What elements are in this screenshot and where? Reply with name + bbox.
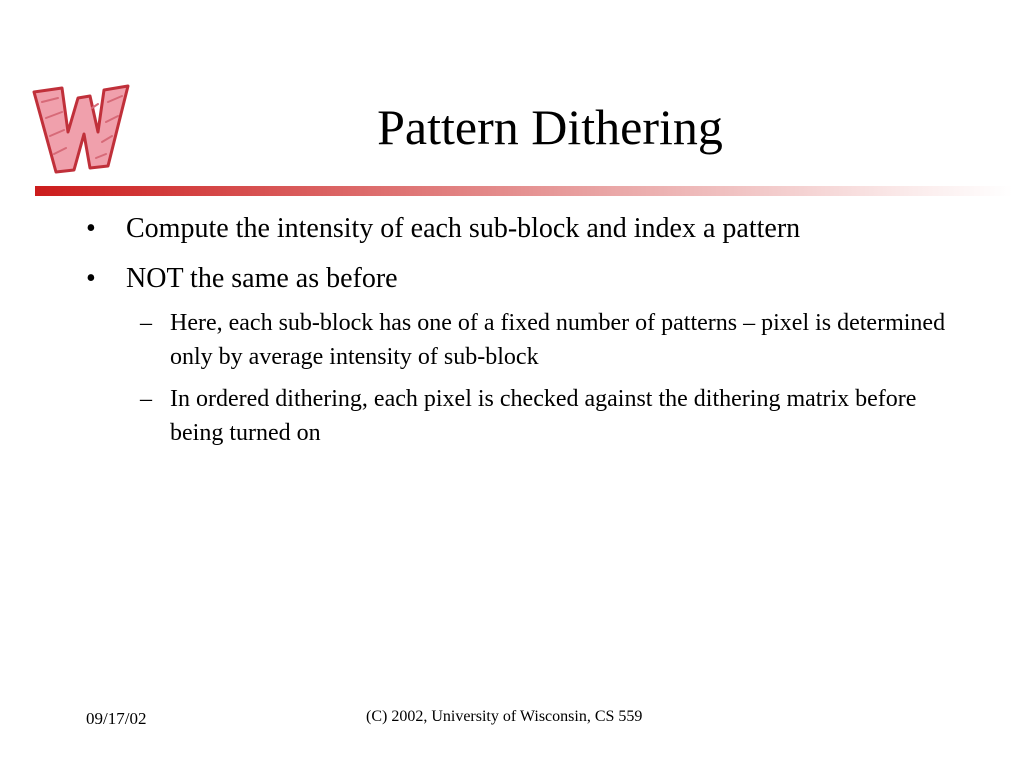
university-w-logo — [28, 78, 132, 178]
sub-bullet-text: In ordered dithering, each pixel is checked against the dithering matrix before being turned on — [170, 386, 917, 446]
bullet-text: NOT the same as before — [126, 263, 398, 294]
bullet-marker: • — [86, 263, 96, 294]
bullet-marker: • — [86, 213, 96, 244]
slide-title: Pattern Dithering — [377, 99, 723, 155]
sub-bullet-item — [86, 382, 960, 450]
bullet-item — [86, 212, 986, 246]
sub-bullet-text: Here, each sub-block has one of a fixed number of patterns – pixel is determined only by average intensity of sub-block — [170, 310, 946, 370]
sub-bullet-item — [86, 306, 960, 374]
sub-bullet-marker: – — [140, 386, 152, 412]
sub-bullet-marker: – — [140, 310, 152, 336]
footer-date: 09/17/02 — [86, 709, 147, 728]
slide-content — [86, 212, 986, 458]
bullet-item — [86, 262, 986, 296]
footer-copyright: (C) 2002, University of Wisconsin, CS 559 — [366, 708, 643, 725]
bullet-text: Compute the intensity of each sub-block and index a pattern — [126, 213, 801, 244]
title-divider — [35, 186, 1013, 196]
sub-bullet-list — [86, 306, 986, 450]
